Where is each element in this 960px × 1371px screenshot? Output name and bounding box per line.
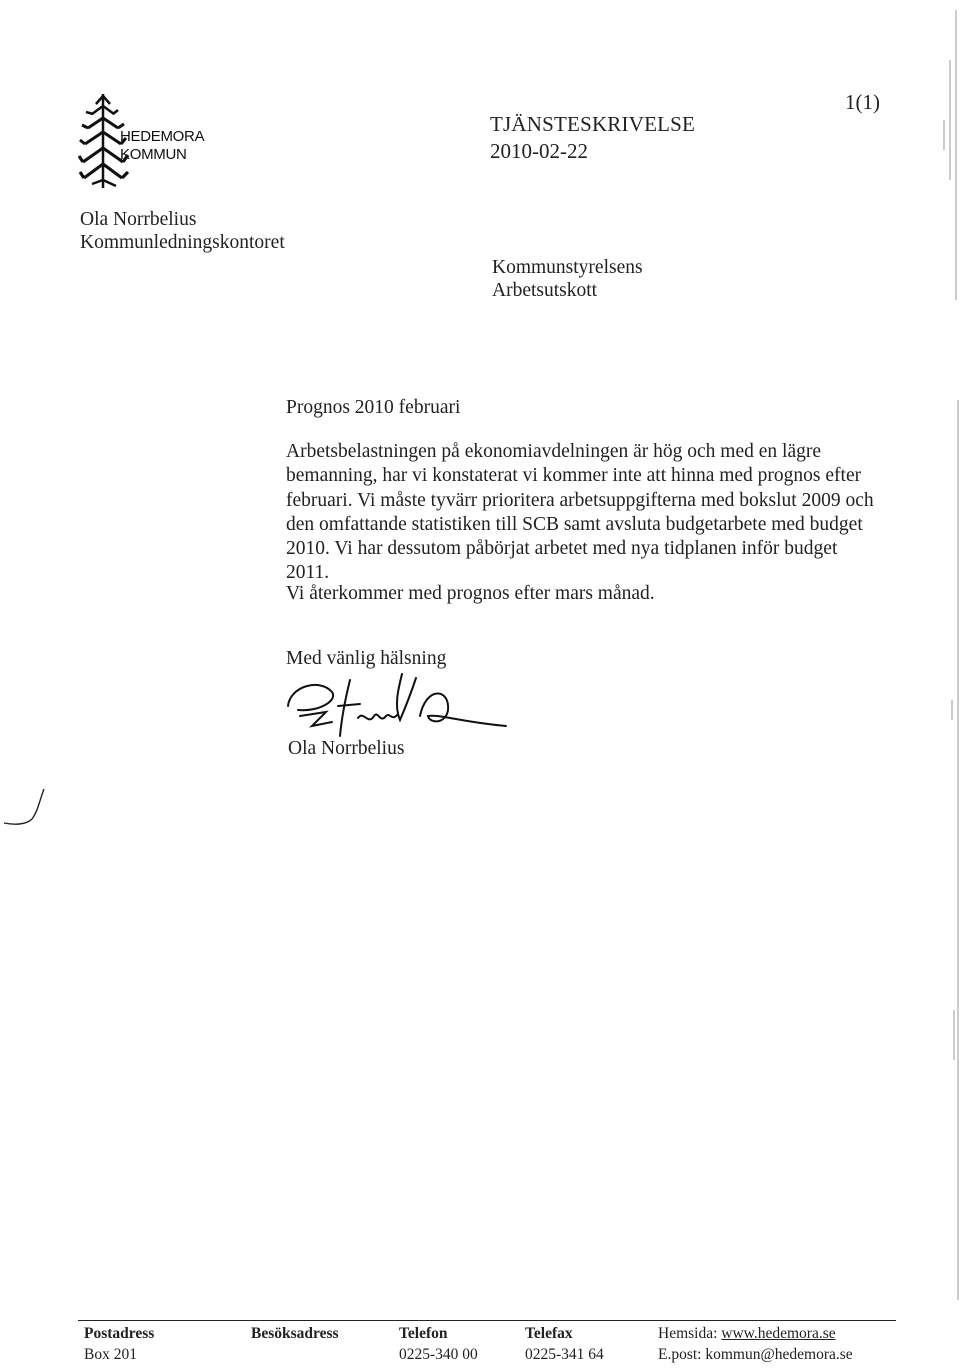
- logo-wordmark: [120, 128, 204, 164]
- footer-fax-label: Telefax: [525, 1325, 573, 1342]
- footer-web-label: Hemsida:: [658, 1325, 718, 1342]
- footer-fax-value: 0225-341 64: [525, 1346, 604, 1363]
- footer-phone-label: Telefon: [399, 1325, 448, 1342]
- recipient-line-1: Kommunstyrelsens: [492, 257, 643, 278]
- footer-postal: [84, 1323, 154, 1365]
- margin-pen-mark: [0, 775, 50, 835]
- signer-name: Ola Norrbelius: [288, 738, 405, 759]
- municipality-logo: [78, 92, 228, 192]
- footer-divider: [78, 1320, 896, 1321]
- recipient-line-2: Arbetsutskott: [492, 280, 598, 301]
- footer-phone-value: 0225-340 00: [399, 1346, 478, 1363]
- letter-body: [286, 440, 876, 586]
- logo-line-1: HEDEMORA: [120, 128, 205, 145]
- footer-fax: [525, 1323, 604, 1365]
- footer-postal-value: Box 201: [84, 1346, 137, 1363]
- document-type: TJÄNSTESKRIVELSE: [490, 112, 696, 136]
- closing-sentence: Vi återkommer med prognos efter mars månad.: [286, 583, 655, 604]
- email-address[interactable]: kommun@hedemora.se: [705, 1346, 853, 1363]
- footer-postal-label: Postadress: [84, 1325, 155, 1342]
- sender-name: Ola Norrbelius: [80, 209, 197, 230]
- footer-phone: [399, 1323, 478, 1365]
- footer-visit: [251, 1323, 339, 1344]
- website-link[interactable]: www.hedemora.se: [721, 1325, 836, 1342]
- scan-edge-noise: [930, 0, 960, 1366]
- footer: [0, 1323, 960, 1366]
- footer-email-label: E.post:: [658, 1346, 702, 1363]
- body-paragraph: Arbetsbelastningen på ekonomiavdelningen är hög och med en lägre bemanning, har vi konstaterat vi kommer inte att hinna med prognos efter februari. Vi måste tyvärr prioritera arbetsuppgifterna med bokslut 2009 och den omfattande statistiken till SCB samt avsluta budgetarbete med budget 2010. Vi har dessutom påbörjat arbetet med nya tidplanen inför budget 2011.: [286, 441, 874, 584]
- page-number: 1(1): [845, 90, 880, 114]
- handwritten-signature: [280, 666, 520, 746]
- footer-web: [658, 1323, 853, 1365]
- letter-subject: Prognos 2010 februari: [286, 397, 461, 418]
- greeting: Med vänlig hälsning: [286, 648, 447, 669]
- recipient-block: [492, 256, 643, 302]
- footer-visit-label: Besöksadress: [251, 1325, 339, 1342]
- sender-block: [80, 208, 285, 254]
- sender-department: Kommunledningskontoret: [80, 232, 285, 253]
- logo-line-2: KOMMUN: [120, 146, 187, 163]
- document-date: 2010-02-22: [490, 139, 588, 163]
